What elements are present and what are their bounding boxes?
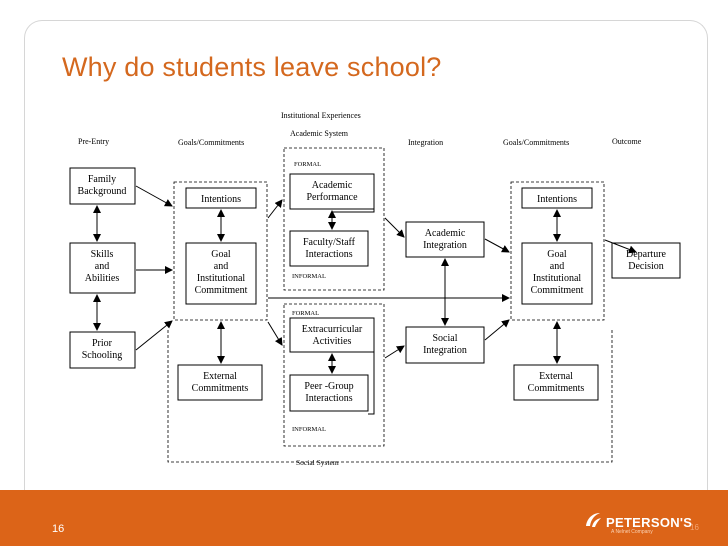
extracurricular-label: Extracurricular Activities xyxy=(301,324,363,347)
arrow-social-integration xyxy=(385,346,404,358)
informal-tag-top: INFORMAL xyxy=(292,273,326,280)
goal-left-label: Goal and Institutional Commitment xyxy=(194,249,248,296)
external-left-label: External Commitments xyxy=(191,371,249,394)
header-goals-left: Goals/Commitments xyxy=(178,138,245,147)
header-outcome: Outcome xyxy=(612,137,642,146)
formal-tag-top: FORMAL xyxy=(294,161,322,168)
page-number-faint: 16 xyxy=(690,523,699,532)
faculty-staff-label: Faculty/Staff Interactions xyxy=(302,237,356,260)
arrow-goals-academic-system xyxy=(268,200,282,218)
social-system-label: Social System xyxy=(296,458,339,467)
logo-text: PETERSON'S xyxy=(606,514,693,530)
logo-subtitle: A Nelnet Company xyxy=(611,529,653,535)
header-pre-entry: Pre-Entry xyxy=(78,137,110,146)
departure-decision-label: Departure Decision xyxy=(626,249,666,272)
social-integration-label: Social Integration xyxy=(423,333,467,356)
arrow-social-goals-right xyxy=(485,320,509,340)
page-number: 16 xyxy=(52,523,65,535)
arrow-schooling-goals xyxy=(136,321,172,350)
family-background-label: Family Background xyxy=(77,174,127,197)
informal-tag-bottom: INFORMAL xyxy=(292,426,326,433)
header-academic-system: Academic System xyxy=(290,129,348,138)
academic-performance-label: Academic Performance xyxy=(306,180,358,203)
arrow-family-goals xyxy=(136,186,172,206)
arrow-academic-goals-right xyxy=(485,239,509,252)
arrow-goals-social-system xyxy=(268,322,282,345)
academic-system-group xyxy=(284,148,384,290)
peer-group-label: Peer -Group Interactions xyxy=(304,381,354,404)
prior-schooling-label: Prior Schooling xyxy=(81,338,123,361)
formal-tag-bottom: FORMAL xyxy=(292,310,320,317)
footer-bar xyxy=(0,490,728,546)
arrow-academic-integration xyxy=(385,218,404,237)
header-integration: Integration xyxy=(408,138,444,147)
header-goals-right: Goals/Commitments xyxy=(503,138,570,147)
skills-abilities-label: Skills and Abilities xyxy=(84,249,120,284)
external-right-label: External Commitments xyxy=(527,371,585,394)
intentions-right-label: Intentions xyxy=(537,194,577,205)
goal-right-label: Goal and Institutional Commitment xyxy=(530,249,584,296)
social-system-link xyxy=(368,352,374,414)
academic-integration-label: Academic Integration xyxy=(423,228,467,251)
slide-title: Why do students leave school? xyxy=(62,52,442,82)
petersons-swoosh-icon xyxy=(583,510,603,535)
header-institutional: Institutional Experiences xyxy=(281,111,361,120)
intentions-left-label: Intentions xyxy=(201,194,241,205)
